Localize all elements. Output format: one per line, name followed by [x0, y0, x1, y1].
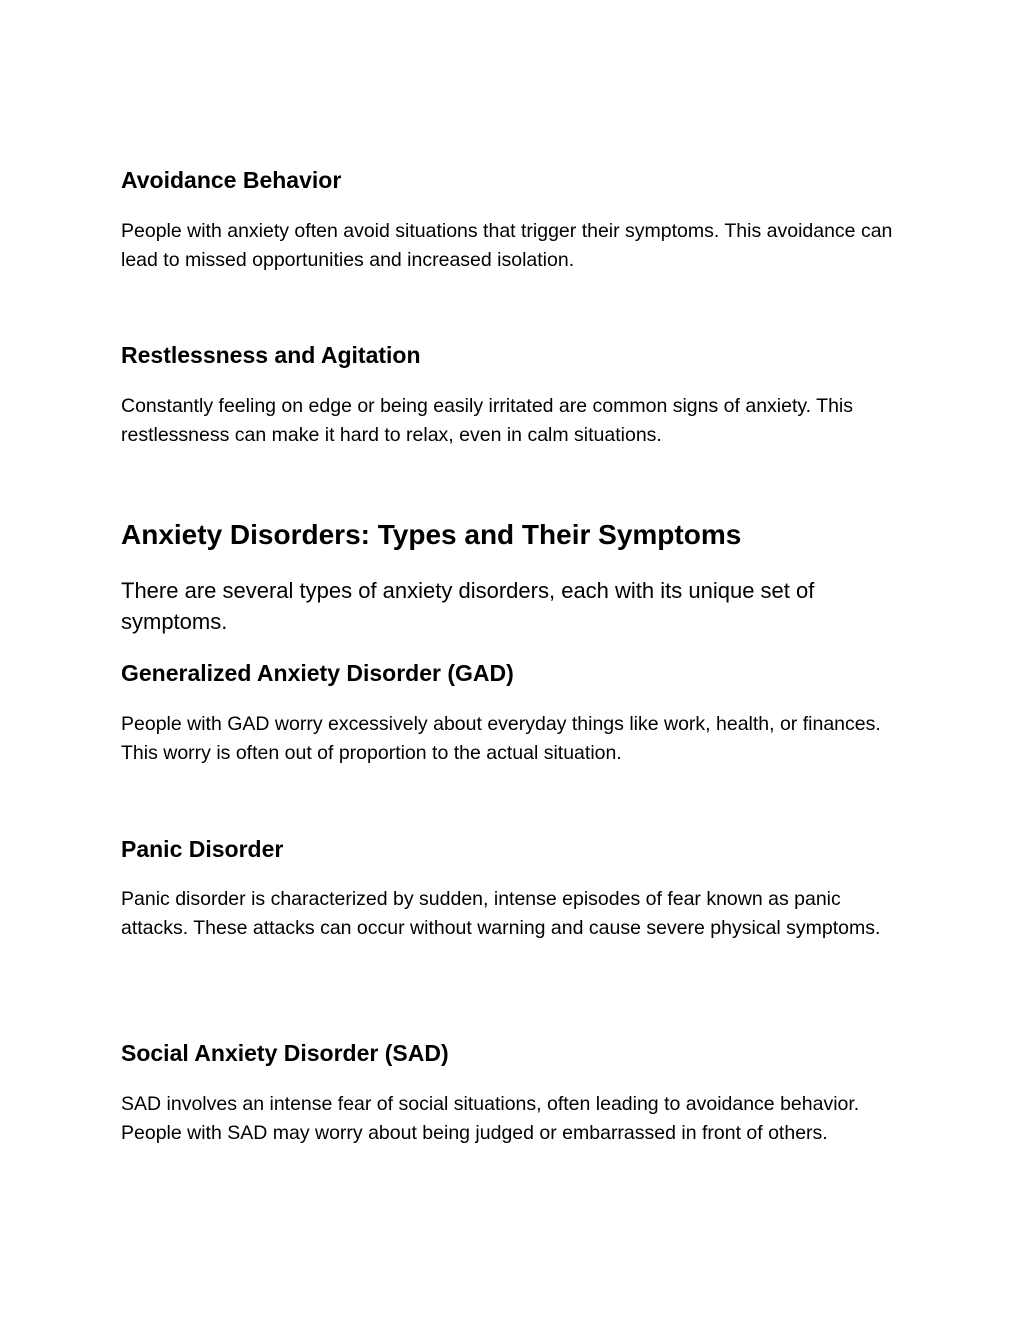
disorder-heading-gad: Generalized Anxiety Disorder (GAD)	[121, 660, 514, 686]
section-body-restlessness: Constantly feeling on edge or being easily irritated are common signs of anxiety. This restlessness can make it hard to relax, even in calm situations.	[121, 395, 854, 446]
disorder-body-panic: Panic disorder is characterized by sudden, intense episodes of fear known as panic attacks. These attacks can occur without warning and cause severe physical symptoms.	[121, 888, 881, 939]
disorder-body-sad: SAD involves an intense fear of social situations, often leading to avoidance behavior. People with SAD may worry about being judged or embarrassed in front of others.	[121, 1093, 860, 1144]
disorder-body-gad: People with GAD worry excessively about everyday things like work, health, or finances. This worry is often out of proportion to the actual situation.	[121, 713, 881, 764]
section-heading-avoidance-behavior: Avoidance Behavior	[121, 167, 342, 193]
main-section-intro: There are several types of anxiety disorders, each with its unique set of symptoms.	[121, 578, 815, 634]
disorder-heading-sad: Social Anxiety Disorder (SAD)	[121, 1040, 449, 1066]
disorder-heading-panic: Panic Disorder	[121, 836, 284, 862]
section-heading-restlessness: Restlessness and Agitation	[121, 342, 421, 368]
section-body-avoidance-behavior: People with anxiety often avoid situations that trigger their symptoms. This avoidance can lead to missed opportunities and increased isolation.	[121, 220, 893, 271]
main-section-heading: Anxiety Disorders: Types and Their Symptoms	[121, 519, 742, 550]
